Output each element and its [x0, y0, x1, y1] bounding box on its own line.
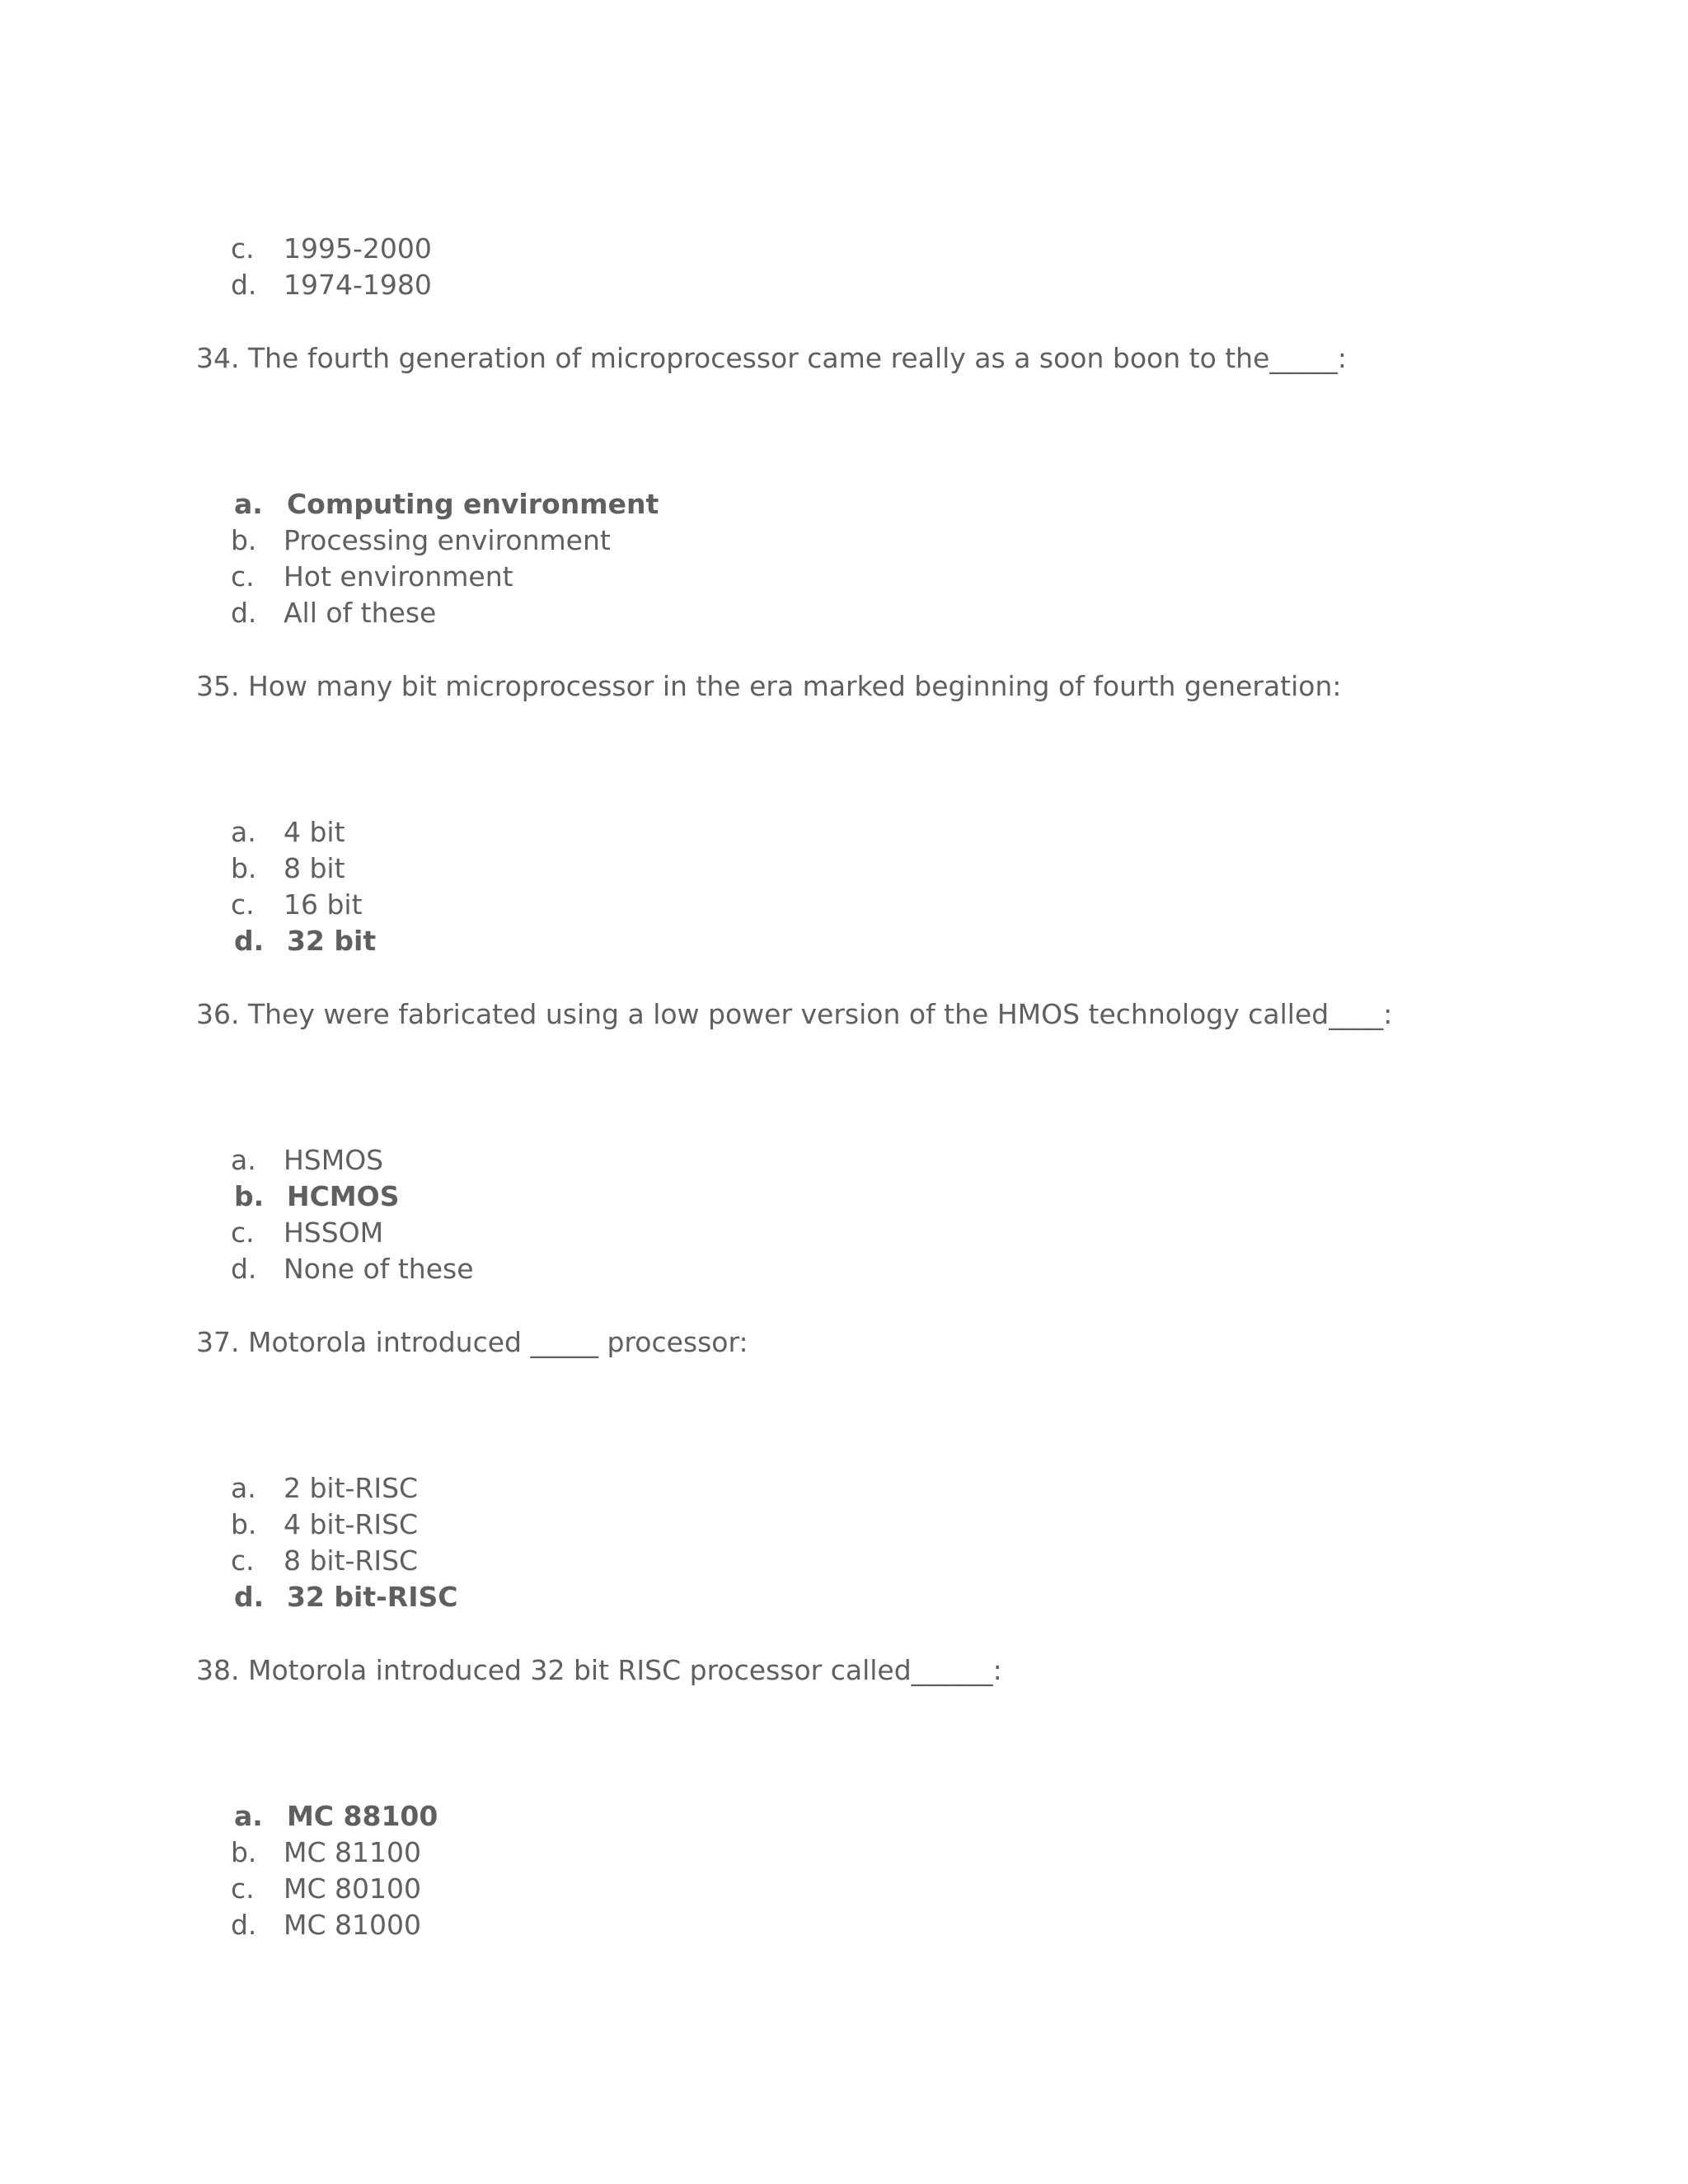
option-letter: b.: [230, 852, 257, 884]
option-letter: c.: [230, 888, 255, 921]
option-text: 4 bit-RISC: [283, 1508, 419, 1540]
option-text: HCMOS: [286, 1180, 400, 1212]
option-letter: b.: [230, 1836, 257, 1868]
option-letter: d.: [230, 1253, 257, 1285]
option-letter: a.: [230, 1472, 256, 1504]
option-text: MC 80100: [283, 1872, 421, 1905]
option-text: 32 bit: [286, 925, 377, 957]
option-text: Computing environment: [286, 488, 659, 520]
question-38-prompt: 38. Motorola introduced 32 bit RISC processor called______:: [196, 1654, 1002, 1686]
option-text: 4 bit: [283, 816, 345, 848]
option-text: HSSOM: [283, 1216, 384, 1249]
option-letter: c.: [230, 1544, 255, 1577]
option-text: Processing environment: [283, 524, 611, 556]
question-35-option-d-correct: [196, 887, 376, 996]
option-text: MC 81100: [283, 1836, 421, 1868]
question-37-option-d-correct: [196, 1543, 457, 1652]
option-letter: d.: [230, 1909, 257, 1941]
option-letter: d.: [233, 1581, 265, 1613]
option-letter: b.: [230, 1508, 257, 1540]
question-35-prompt: 35. How many bit microprocessor in the era marked beginning of fourth generation:: [196, 670, 1342, 702]
option-text: All of these: [283, 597, 437, 629]
option-letter: a.: [233, 488, 263, 520]
option-letter: a.: [233, 1800, 263, 1832]
option-letter: d.: [233, 925, 265, 957]
option-text: 16 bit: [283, 888, 363, 921]
option-d: [196, 231, 432, 340]
option-letter: c.: [230, 232, 255, 265]
option-letter: a.: [230, 1144, 256, 1176]
option-text: 8 bit: [283, 852, 345, 884]
option-text: HSMOS: [283, 1144, 384, 1176]
option-text: 2 bit-RISC: [283, 1472, 419, 1504]
question-34-prompt: 34. The fourth generation of microprocessor came really as a soon boon to the_____:: [196, 342, 1348, 374]
option-text: None of these: [283, 1253, 474, 1285]
option-letter: b.: [233, 1180, 265, 1212]
option-text: 32 bit-RISC: [286, 1581, 458, 1613]
option-text: MC 88100: [286, 1800, 438, 1832]
option-text: MC 81000: [283, 1909, 421, 1941]
question-37-prompt: 37. Motorola introduced _____ processor:: [196, 1326, 748, 1358]
option-text: 8 bit-RISC: [283, 1544, 419, 1577]
option-text: 1974-1980: [283, 269, 432, 301]
option-letter: c.: [230, 1872, 255, 1905]
question-34-option-d: [196, 559, 436, 668]
option-letter: c.: [230, 1216, 255, 1249]
question-36-option-d: [196, 1215, 474, 1324]
question-38-option-d: [196, 1871, 421, 1980]
question-36-prompt: 36. They were fabricated using a low power version of the HMOS technology called____:: [196, 998, 1393, 1030]
option-letter: b.: [230, 524, 257, 556]
option-letter: d.: [230, 597, 257, 629]
option-letter: c.: [230, 560, 255, 593]
option-text: Hot environment: [283, 560, 513, 593]
option-text: 1995-2000: [283, 232, 432, 265]
option-letter: a.: [230, 816, 256, 848]
option-letter: d.: [230, 269, 257, 301]
